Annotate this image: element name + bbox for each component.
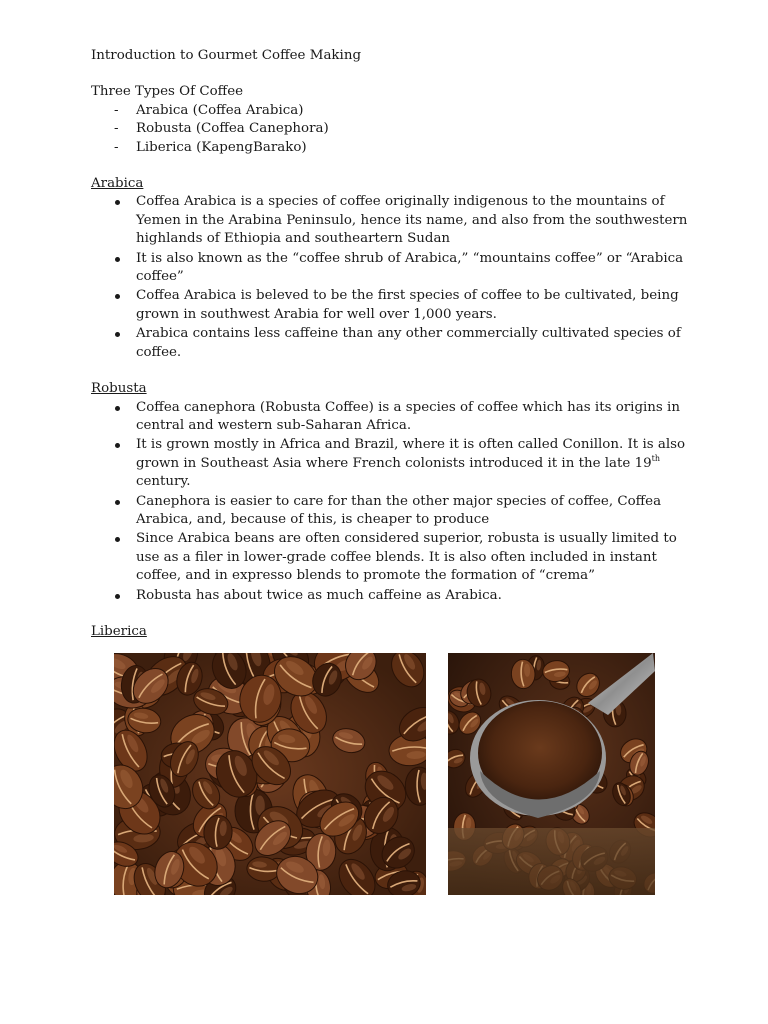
types-heading: Three Types Of Coffee	[91, 84, 244, 100]
coffee-beans-image	[114, 653, 426, 895]
document-title: Introduction to Gourmet Coffee Making	[91, 48, 362, 63]
list-item: Since Arabica beans are often considered superior, robusta is usually limited to use as a filer in lower-grade coffee blends. It is also often included in instant coffee, and in expresso blends to promote the formation of “crema”	[91, 530, 691, 585]
arabica-list	[91, 193, 691, 362]
bullet-text: It is grown mostly in Africa and Brazil, where it is often called Conillon. It is also grown in Southeast Asia where French colonists introduced it in the late 19	[136, 437, 686, 471]
list-item: Robusta has about twice as much caffeine as Arabica.	[91, 587, 691, 605]
list-item: Canephora is easier to care for than the other major species of coffee, Coffea Arabica, and, because of this, is cheaper to produce	[91, 493, 691, 530]
coffee-beans-photo	[114, 653, 426, 895]
list-item: - Liberica (KapengBarako)	[91, 139, 691, 157]
bullet-text: century.	[136, 474, 191, 490]
list-item: Arabica contains less caffeine than any other commercially cultivated species of coffee.	[91, 325, 691, 362]
arabica-heading: Arabica	[91, 176, 144, 192]
robusta-list	[91, 399, 691, 605]
document-page	[91, 47, 691, 641]
types-list	[91, 102, 691, 157]
ground-coffee-scoop-photo	[448, 653, 655, 895]
superscript: th	[651, 453, 661, 463]
list-item: It is also known as the “coffee shrub of Arabica,” “mountains coffee” or “Arabica coffee”	[91, 250, 691, 287]
liberica-heading: Liberica	[91, 623, 147, 639]
list-item: Coffea canephora (Robusta Coffee) is a species of coffee which has its origins in central and western sub-Saharan Africa.	[91, 399, 691, 436]
list-item: Coffea Arabica is beleved to be the first species of coffee to be cultivated, being grown in southwest Arabia for well over 1,000 years.	[91, 287, 691, 324]
ground-coffee-scoop-image	[448, 653, 655, 895]
list-item: Coffea Arabica is a species of coffee originally indigenous to the mountains of Yemen in the Arabina Peninsulo, hence its name, and also from the southwestern highlands of Ethiopia and southeartern Sudan	[91, 193, 691, 248]
list-item: - Robusta (Coffea Canephora)	[91, 120, 691, 138]
list-item	[91, 436, 691, 491]
robusta-heading: Robusta	[91, 381, 147, 397]
list-item: - Arabica (Coffea Arabica)	[91, 102, 691, 120]
